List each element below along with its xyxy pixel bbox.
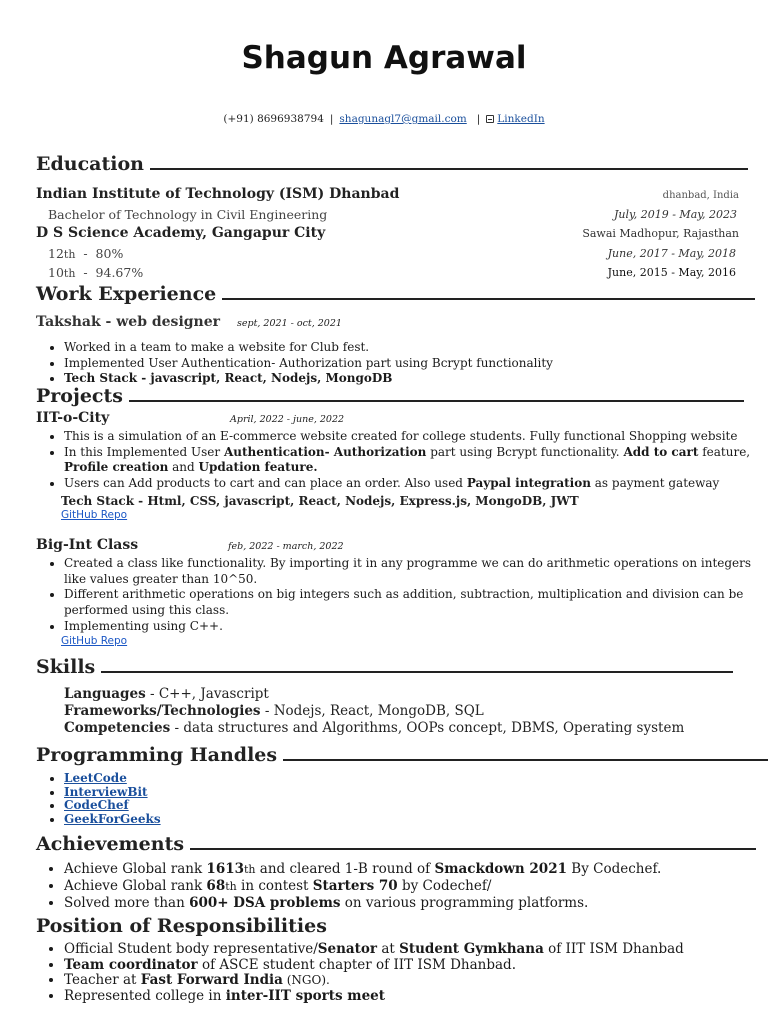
- section-rule: [101, 657, 733, 673]
- list-item: • Solved more than 600+ DSA problems on various programming platforms.: [64, 895, 764, 912]
- linkedin-icon: [486, 115, 494, 123]
- list-item: [64, 786, 364, 800]
- interviewbit-link[interactable]: InterviewBit: [64, 784, 148, 799]
- list-item: • Implementing using C++.: [64, 619, 754, 635]
- edu-org-iit: Indian Institute of Technology (ISM) Dhanbad: [36, 186, 400, 202]
- skills-heading: Skills: [36, 656, 733, 678]
- list-item: • Achieve Global rank 1613th and cleared 1-B round of Smackdown 2021 By Codechef.: [64, 861, 764, 878]
- achievements-heading: Achievements: [36, 833, 756, 855]
- list-item: • Tech Stack - javascript, React, Nodejs, MongoDB: [64, 371, 764, 387]
- list-item: • This is a simulation of an E-commerce website created for college students. Fully functional Shopping website: [64, 429, 768, 445]
- list-item: • Represented college in inter-IIT sports meet: [64, 989, 764, 1005]
- project-tech-iitocity: Tech Stack - Html, CSS, javascript, React, Nodejs, Express.js, MongoDB, JWT: [61, 494, 579, 508]
- work-role: Takshak - web designer: [36, 314, 221, 330]
- phone-number: (+91) 8696938794: [223, 113, 324, 125]
- github-repo-link-bigint[interactable]: GitHub Repo: [61, 635, 128, 647]
- edu-degree: Bachelor of Technology in Civil Engineering: [48, 207, 328, 222]
- achievements-list: [36, 861, 764, 912]
- project-name-bigint: Big-Int Class: [36, 537, 139, 553]
- candidate-name: Shagun Agrawal: [241, 40, 527, 76]
- project-bullets-iitocity: [36, 429, 768, 492]
- section-rule: [129, 386, 744, 402]
- projects-heading: Projects: [36, 385, 744, 407]
- section-rule: [283, 745, 768, 761]
- list-item: [64, 813, 364, 827]
- list-item: • Teacher at Fast Forward India (NGO).: [64, 973, 764, 989]
- email-link[interactable]: shagunagl7@gmail.com: [339, 113, 467, 125]
- edu-org-school: D S Science Academy, Gangapur City: [36, 225, 326, 241]
- section-rule: [150, 154, 748, 170]
- section-rule: [190, 834, 756, 850]
- list-item: • In this Implemented User Authentication- Authorization part using Bcrypt functionality. Add to cart feature, Profile creation and Updation feature.: [64, 445, 768, 476]
- handles-list: [36, 772, 364, 826]
- codechef-link[interactable]: CodeChef: [64, 798, 129, 813]
- section-rule: [222, 284, 755, 300]
- list-item: • Implemented User Authentication- Authorization part using Bcrypt functionality: [64, 356, 764, 372]
- project-dates-iitocity: April, 2022 - june, 2022: [230, 414, 345, 425]
- por-list: [36, 942, 764, 1004]
- skill-languages: Languages - C++, Javascript: [64, 686, 269, 702]
- project-name-iitocity: IIT-o-City: [36, 410, 110, 426]
- work-dates: sept, 2021 - oct, 2021: [237, 318, 342, 329]
- work-bullets: [36, 340, 764, 387]
- linkedin-link[interactable]: LinkedIn: [497, 113, 545, 125]
- list-item: • Created a class like functionality. By importing it in any programme we can do arithmetic operations on integers like values greater than 10^50.: [64, 556, 754, 587]
- edu-grade12: 12th - 80%: [48, 246, 124, 261]
- github-repo-link-iitocity[interactable]: GitHub Repo: [61, 509, 128, 521]
- leetcode-link[interactable]: LeetCode: [64, 771, 127, 785]
- list-item: • Different arithmetic operations on big integers such as addition, subtraction, multiplication and division can be performed using this class.: [64, 587, 754, 618]
- edu-grade10: 10th - 94.67%: [48, 265, 144, 280]
- list-item: [64, 799, 364, 813]
- list-item: [64, 772, 364, 786]
- list-item: • Official Student body representative/Senator at Student Gymkhana of IIT ISM Dhanbad: [64, 942, 764, 958]
- contact-line: (+91) 8696938794 | shagunagl7@gmail.com | LinkedIn: [223, 113, 545, 125]
- skill-frameworks: Frameworks/Technologies - Nodejs, React, MongoDB, SQL: [64, 703, 484, 719]
- list-item: • Users can Add products to cart and can place an order. Also used Paypal integration as payment gateway: [64, 476, 768, 492]
- por-heading: Position of Responsibilities: [36, 915, 327, 937]
- education-heading: Education: [36, 153, 748, 175]
- project-dates-bigint: feb, 2022 - march, 2022: [228, 541, 344, 552]
- project-bullets-bigint: [36, 556, 754, 635]
- edu-dates-12: June, 2017 - May, 2018: [607, 247, 736, 260]
- skill-competencies: Competencies - data structures and Algorithms, OOPs concept, DBMS, Operating system: [64, 720, 685, 736]
- list-item: • Team coordinator of ASCE student chapter of IIT ISM Dhanbad.: [64, 958, 764, 974]
- edu-location-school: Sawai Madhopur, Rajasthan: [582, 227, 739, 240]
- list-item: • Worked in a team to make a website for Club fest.: [64, 340, 764, 356]
- edu-dates-10: June, 2015 - May, 2016: [607, 266, 736, 279]
- edu-location-iit: dhanbad, India: [662, 190, 739, 201]
- edu-dates-iit: July, 2019 - May, 2023: [613, 208, 737, 221]
- work-heading: Work Experience: [36, 283, 755, 305]
- geekforgeeks-link[interactable]: GeekForGeeks: [64, 811, 161, 826]
- handles-heading: Programming Handles: [36, 744, 768, 766]
- list-item: • Achieve Global rank 68th in contest Starters 70 by Codechef/: [64, 878, 764, 895]
